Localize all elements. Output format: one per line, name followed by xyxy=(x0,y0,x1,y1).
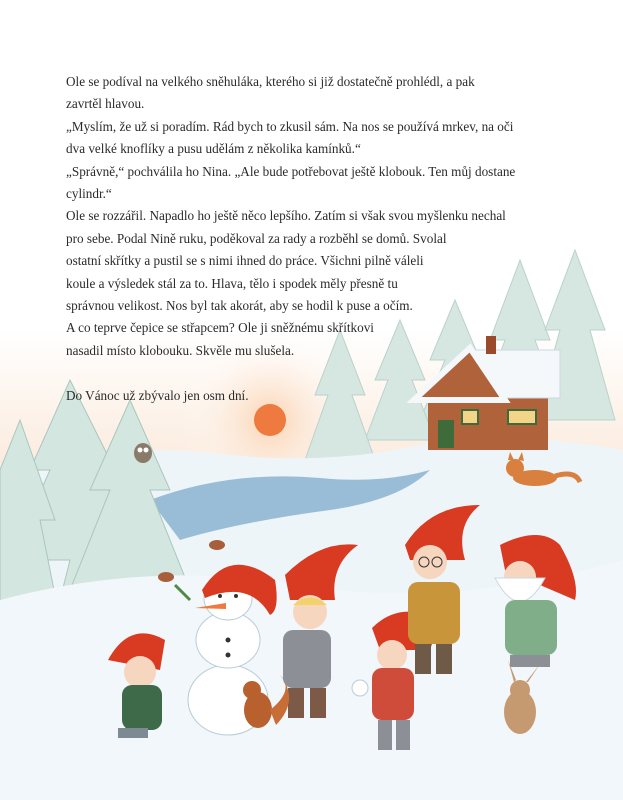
story-text xyxy=(66,71,566,407)
story-line: cylindr.“ xyxy=(66,186,112,202)
story-line: Ole se podíval na velkého sněhuláka, kterého si již dostatečně prohlédl, a pak xyxy=(66,74,475,89)
story-line: „Myslím, že už si poradím. Rád bych to zkusil sám. Na nos se používá mrkev, na oči xyxy=(66,118,514,134)
sun xyxy=(254,404,286,436)
story-line: koule a výsledek stál za to. Hlava, tělo i spodek měly přesně tu xyxy=(66,275,398,291)
paragraph-gap xyxy=(66,362,566,384)
closing-line: Do Vánoc už zbývalo jen osm dní. xyxy=(66,387,249,403)
story-line: nasadil místo klobouku. Skvěle mu slušela. xyxy=(66,342,295,358)
story-line: „Správně,“ pochválila ho Nina. „Ale bude potřebovat ještě klobouk. Ten můj dostane xyxy=(66,163,516,179)
story-line: ostatní skřítky a pustil se s nimi ihned do práce. Všichni pilně váleli xyxy=(66,253,424,269)
story-line: dva velké knoflíky a pusu udělám z několika kamínků.“ xyxy=(66,141,361,157)
story-line: Ole se rozzářil. Napadlo ho ještě něco lepšího. Zatím si však svou myšlenku nechal xyxy=(66,208,506,224)
story-line: pro sebe. Podal Nině ruku, poděkoval za rady a rozběhl se domů. Svolal xyxy=(66,230,447,246)
owl xyxy=(134,443,152,463)
story-line: A co teprve čepice se střapcem? Ole ji sněžnému skřítkovi xyxy=(66,320,374,336)
story-line: zavrtěl hlavou. xyxy=(66,96,145,112)
story-line: správnou velikost. Nos byl tak akorát, aby se hodil k puse a očím. xyxy=(66,298,413,314)
